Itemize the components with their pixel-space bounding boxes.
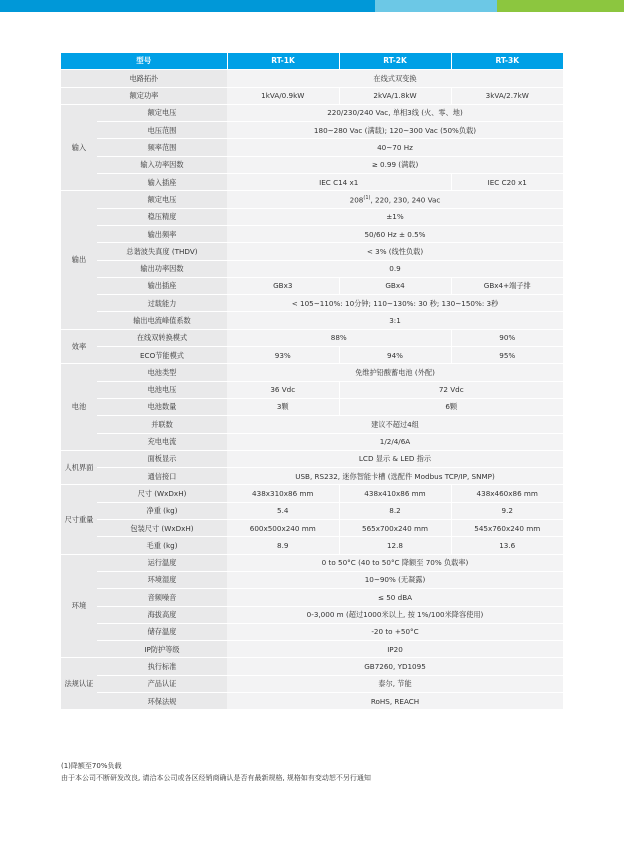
spec-label: 毛重 (kg) [97, 537, 227, 554]
spec-value: < 3% (线性负载) [227, 243, 563, 260]
spec-value: 3颗 [227, 398, 339, 415]
spec-row [61, 70, 563, 87]
spec-value: GBx4 [339, 277, 451, 294]
spec-value: RoHS, REACH [227, 692, 563, 709]
spec-value: 565x700x240 mm [339, 520, 451, 537]
spec-row [61, 295, 563, 312]
spec-label: 充电电流 [97, 433, 227, 450]
group-input: 输入 [61, 104, 97, 190]
spec-row [61, 277, 563, 294]
spec-label: 产品认证 [97, 675, 227, 692]
spec-row [61, 520, 563, 537]
spec-label: 面板显示 [97, 450, 227, 467]
spec-row [61, 225, 563, 242]
output-voltage-rest: , 220, 230, 240 Vac [370, 195, 441, 205]
spec-label: 执行标准 [97, 658, 227, 675]
spec-row [61, 156, 563, 173]
spec-value: 220/230/240 Vac, 单相3线 (火、零、地) [227, 104, 563, 121]
spec-label: 运行温度 [97, 554, 227, 571]
spec-value: 9.2 [451, 502, 563, 519]
spec-value: 3kVA/2.7kW [451, 87, 563, 104]
group-output: 输出 [61, 191, 97, 329]
spec-value [227, 191, 563, 208]
spec-value: 8.9 [227, 537, 339, 554]
spec-value: 8.2 [339, 502, 451, 519]
spec-value: 94% [339, 347, 451, 364]
spec-value: 40~70 Hz [227, 139, 563, 156]
model-header: 型号 [61, 53, 227, 70]
spec-row [61, 692, 563, 709]
spec-row [61, 641, 563, 658]
spec-row [61, 450, 563, 467]
spec-value: 90% [451, 329, 563, 346]
spec-value: 0 to 50°C (40 to 50°C 降额至 70% 负载率) [227, 554, 563, 571]
spec-value: 438x310x86 mm [227, 485, 339, 502]
spec-value: 438x460x86 mm [451, 485, 563, 502]
output-voltage-main: 208 [349, 195, 364, 205]
spec-label: 过载能力 [97, 295, 227, 312]
spec-row [61, 485, 563, 502]
spec-value: 0.9 [227, 260, 563, 277]
spec-label: 额定功率 [61, 87, 227, 104]
spec-label: ECO节能模式 [97, 347, 227, 364]
spec-value: LCD 显示 & LED 指示 [227, 450, 563, 467]
spec-label: 在线双转换模式 [97, 329, 227, 346]
spec-value: 免维护铅酸蓄电池 (外配) [227, 364, 563, 381]
spec-value: 3:1 [227, 312, 563, 329]
spec-value: ±1% [227, 208, 563, 225]
spec-row [61, 104, 563, 121]
spec-value: ≤ 50 dBA [227, 589, 563, 606]
spec-label: 电压范围 [97, 122, 227, 139]
spec-label: 输入功率因数 [97, 156, 227, 173]
spec-row [61, 329, 563, 346]
spec-label: 稳压精度 [97, 208, 227, 225]
spec-label: 频率范围 [97, 139, 227, 156]
spec-value: < 105~110%: 10分钟; 110~130%: 30 秒; 130~150%: 3秒 [227, 295, 563, 312]
footnote-mark: (1) [363, 194, 371, 201]
spec-row [61, 208, 563, 225]
spec-label: 通信接口 [97, 468, 227, 485]
spec-row [61, 606, 563, 623]
top-bar-blue-segment [0, 0, 375, 12]
spec-value: 438x410x86 mm [339, 485, 451, 502]
spec-row [61, 243, 563, 260]
top-bar-green-segment [497, 0, 624, 12]
spec-value: IP20 [227, 641, 563, 658]
spec-value: 建议不超过4组 [227, 416, 563, 433]
spec-value: 0-3,000 m (超过1000米以上, 按 1%/100米降容使用) [227, 606, 563, 623]
model-header-rt-1k: RT-1K [227, 53, 339, 70]
spec-label: 总谐波失真度 (THDV) [97, 243, 227, 260]
spec-row [61, 554, 563, 571]
spec-row [61, 416, 563, 433]
spec-row [61, 589, 563, 606]
spec-row [61, 364, 563, 381]
footnote-derating: (1)降额至70%负载 [61, 762, 122, 770]
spec-value: IEC C14 x1 [227, 174, 451, 191]
spec-label: 电池数量 [97, 398, 227, 415]
spec-value: 12.8 [339, 537, 451, 554]
spec-row [61, 347, 563, 364]
spec-value: 180~280 Vac (满载); 120~300 Vac (50%负载) [227, 122, 563, 139]
spec-label: 额定电压 [97, 104, 227, 121]
spec-value: 5.4 [227, 502, 339, 519]
spec-value: 72 Vdc [339, 381, 563, 398]
spec-row [61, 468, 563, 485]
spec-label: 海拔高度 [97, 606, 227, 623]
group-environment: 环境 [61, 554, 97, 658]
footnote-disclaimer: 由于本公司不断研发改良, 请洽本公司或各区经销商确认是否有最新规格, 规格如有变动恕不另行通知 [61, 774, 371, 782]
spec-row [61, 537, 563, 554]
spec-value: IEC C20 x1 [451, 174, 563, 191]
spec-label: 额定电压 [97, 191, 227, 208]
spec-row [61, 87, 563, 104]
spec-table [61, 53, 563, 710]
spec-label: 输出插座 [97, 277, 227, 294]
spec-row [61, 139, 563, 156]
spec-value: GBx4+端子排 [451, 277, 563, 294]
spec-value: ≥ 0.99 (满载) [227, 156, 563, 173]
group-certification: 法规认证 [61, 658, 97, 710]
spec-value: 600x500x240 mm [227, 520, 339, 537]
spec-value: 泰尔, 节能 [227, 675, 563, 692]
spec-row [61, 502, 563, 519]
group-dimensions: 尺寸重量 [61, 485, 97, 554]
spec-label: 并联数 [97, 416, 227, 433]
group-hmi: 人机界面 [61, 450, 97, 485]
spec-label: IP防护等级 [97, 641, 227, 658]
spec-label: 输出功率因数 [97, 260, 227, 277]
spec-label: 包装尺寸 (WxDxH) [97, 520, 227, 537]
spec-label: 尺寸 (WxDxH) [97, 485, 227, 502]
spec-value: 1kVA/0.9kW [227, 87, 339, 104]
footnotes [61, 760, 581, 784]
spec-value: USB, RS232, 迷你智能卡槽 (选配件 Modbus TCP/IP, SNMP) [227, 468, 563, 485]
spec-label: 电池电压 [97, 381, 227, 398]
spec-value: -20 to +50°C [227, 623, 563, 640]
spec-value: 13.6 [451, 537, 563, 554]
spec-label: 输出频率 [97, 225, 227, 242]
group-efficiency: 效率 [61, 329, 97, 364]
spec-label: 环境湿度 [97, 571, 227, 588]
spec-row [61, 191, 563, 208]
spec-row [61, 623, 563, 640]
top-bar-light-blue-segment [375, 0, 497, 12]
model-header-rt-2k: RT-2K [339, 53, 451, 70]
spec-value: GB7260, YD1095 [227, 658, 563, 675]
group-battery: 电池 [61, 364, 97, 450]
spec-row [61, 312, 563, 329]
spec-row [61, 174, 563, 191]
spec-row [61, 398, 563, 415]
spec-label: 音频噪音 [97, 589, 227, 606]
spec-label: 电池类型 [97, 364, 227, 381]
spec-value: 1/2/4/6A [227, 433, 563, 450]
spec-row [61, 260, 563, 277]
spec-value: 2kVA/1.8kW [339, 87, 451, 104]
spec-value: 在线式双变换 [227, 70, 563, 87]
spec-row [61, 658, 563, 675]
model-header-rt-3k: RT-3K [451, 53, 563, 70]
spec-value: 88% [227, 329, 451, 346]
spec-value: 36 Vdc [227, 381, 339, 398]
spec-value: GBx3 [227, 277, 339, 294]
spec-value: 95% [451, 347, 563, 364]
spec-row [61, 433, 563, 450]
spec-label: 储存温度 [97, 623, 227, 640]
spec-row [61, 122, 563, 139]
spec-header-row [61, 53, 563, 70]
spec-label: 电路拓扑 [61, 70, 227, 87]
spec-value: 545x760x240 mm [451, 520, 563, 537]
spec-value: 50/60 Hz ± 0.5% [227, 225, 563, 242]
spec-label: 输入插座 [97, 174, 227, 191]
spec-label: 环保法规 [97, 692, 227, 709]
spec-value: 93% [227, 347, 339, 364]
spec-value: 6颗 [339, 398, 563, 415]
spec-row [61, 675, 563, 692]
spec-label: 净重 (kg) [97, 502, 227, 519]
spec-label: 输出电流峰值系数 [97, 312, 227, 329]
top-color-bar [0, 0, 624, 12]
spec-row [61, 381, 563, 398]
spec-value: 10~90% (无凝露) [227, 571, 563, 588]
spec-row [61, 571, 563, 588]
